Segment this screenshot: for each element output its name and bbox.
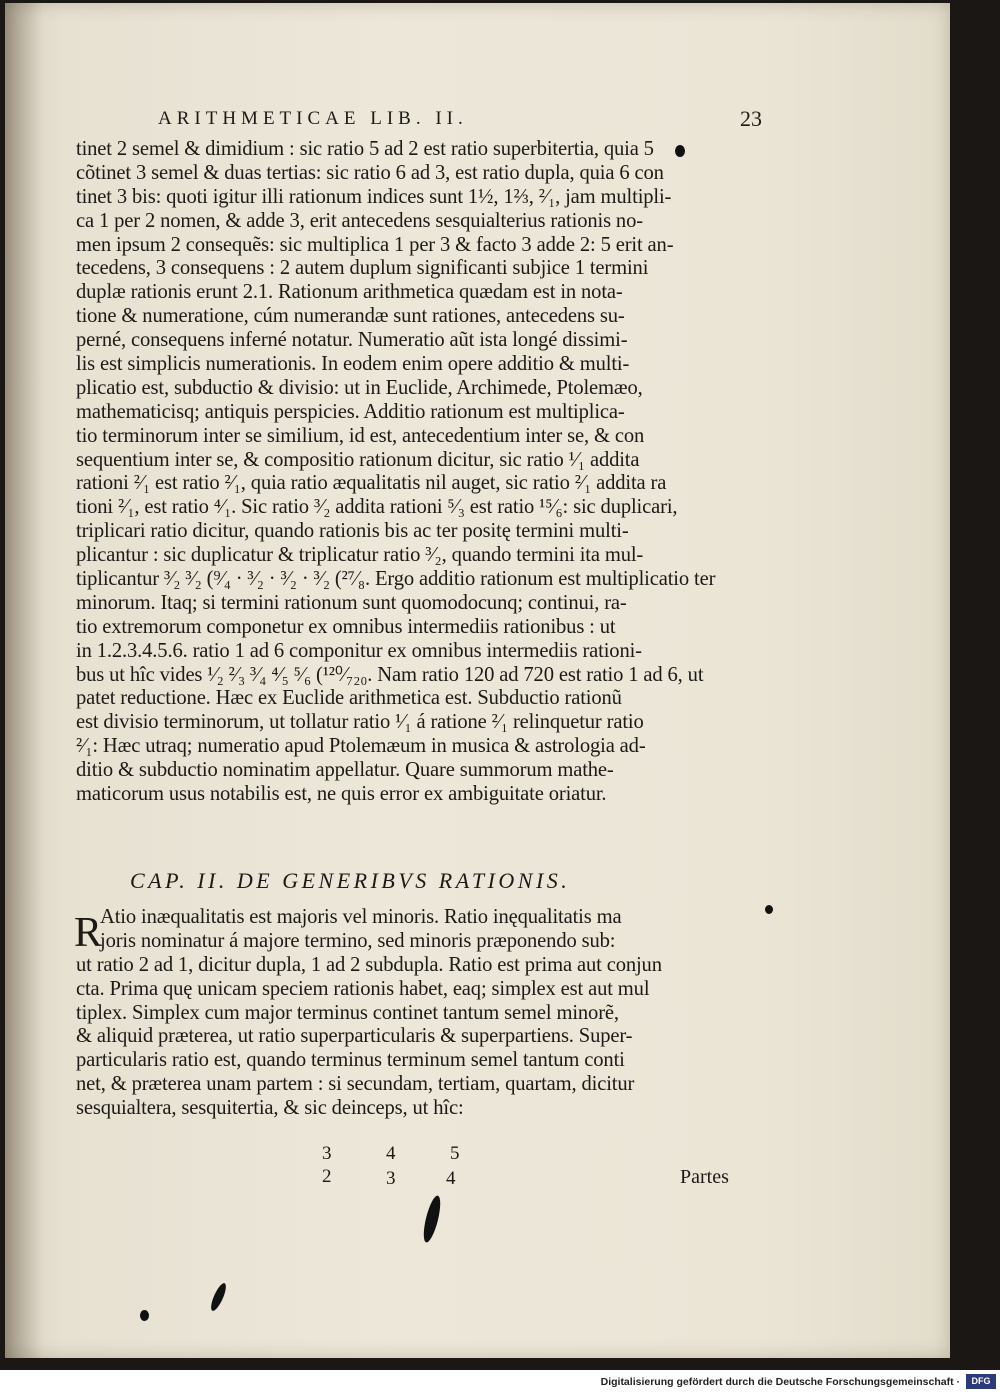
text-line: plicatio est, subductio & divisio: ut in Euclide, Archimede, Ptolemæo, [76,376,643,399]
figure-number: 4 [386,1143,396,1164]
page-number: 23 [740,106,762,131]
text-line: joris nominatur á majore termino, sed minoris præponendo sub: [100,929,616,952]
chapter-text [76,906,776,1121]
text-line: bus ut hîc vides ¹⁄₂ ²⁄₃ ³⁄₄ ⁴⁄₅ ⁵⁄₆ (¹²⁰⁄₇₂₀. Nam ratio 120 ad 720 est ratio 1 ad 6, ut [76,663,704,686]
text-line: ²⁄₁: Hæc utraq; numeratio apud Ptolemæum in musica & astrologia ad- [76,735,646,758]
text-line: minorum. Itaq; si termini rationum sunt quomodocunq; continui, ra- [76,591,627,614]
text-line: tecedens, 3 consequens : 2 autem duplum significanti subjice 1 termini [76,257,649,280]
ink-spot [140,1310,149,1321]
footer-bar [0,1370,1000,1395]
text-line: cta. Prima quę unicam speciem rationis habet, eaq; simplex est aut mul [76,977,650,1000]
ink-spot [675,145,685,157]
text-line: perné, consequens inferné notatur. Numeratio aũt ista longé dissimi- [76,329,628,352]
text-line: in 1.2.3.4.5.6. ratio 1 ad 6 componitur ex omnibus intermediis rationi- [76,639,642,662]
text-line: sesquialtera, sesquitertia, & sic deinceps, ut hîc: [76,1097,464,1120]
text-line: tinet 3 bis: quoti igitur illi rationum indices sunt 1½, 1⅔, ²⁄₁, jam multipli- [76,185,672,208]
text-line: duplæ rationis erunt 2.1. Rationum arithmetica quædam est in nota- [76,281,623,304]
text-line: lis est simplicis numerationis. In eodem enim opere additio & multi- [76,353,630,376]
text-line: net, & præterea unam partem : si secundam, tertiam, quartam, dicitur [76,1073,635,1096]
text-line: cõtinet 3 semel & duas tertias: sic ratio 6 ad 3, est ratio dupla, quia 6 con [76,161,664,184]
catchword: Partes [680,1166,729,1188]
figure-number: 2 [322,1166,332,1187]
text-line: tioni ²⁄₁, est ratio ⁴⁄₁. Sic ratio ³⁄₂ addita rationi ⁵⁄₃ est ratio ¹⁵⁄₆: sic duplicari, [76,496,678,519]
text-line: triplicari ratio dicitur, quando rationis bis ac ter positę termini multi- [76,520,629,543]
text-line: sequentium inter se, & compositio rationum dicitur, sic ratio ¹⁄₁ addita [76,448,640,471]
text-line: ca 1 per 2 nomen, & adde 3, erit antecedens sesquialterius rationis no- [76,209,643,232]
figure-number: 3 [386,1168,396,1189]
drop-cap: R [74,910,103,956]
text-line: mathematicisq; antiquis perspicies. Additio rationum est multiplica- [76,400,625,423]
text-line: plicantur : sic duplicatur & triplicatur ratio ³⁄₂, quando termini ita mul- [76,544,644,567]
dfg-logo: DFG [966,1374,996,1389]
text-line: tio extremorum componetur ex omnibus intermediis rationibus : ut [76,615,616,638]
body-text [76,138,776,807]
text-line: & aliquid præterea, ut ratio superparticularis & superpartiens. Super- [76,1025,633,1048]
text-line: particularis ratio est, quando terminus terminum semel tantum conti [76,1049,625,1072]
text-line: men ipsum 2 consequẽs: sic multiplica 1 per 3 & facto 3 adde 2: 5 erit an- [76,233,674,256]
figure-number: 4 [446,1168,456,1189]
figure-number: 5 [450,1143,460,1164]
ink-spot [765,905,773,914]
text-line: ditio & subductio nominatim appellatur. Quare summorum mathe- [76,759,614,782]
running-head: ARITHMETICAE LIB. II. [158,108,468,129]
text-line: tione & numeratione, cúm numerandæ sunt rationes, antecedens su- [76,305,625,328]
text-line: est divisio terminorum, ut tollatur ratio ¹⁄₁ á ratione ²⁄₁ relinquetur ratio [76,711,644,734]
text-line: tiplicantur ³⁄₂ ³⁄₂ (⁹⁄₄ · ³⁄₂ · ³⁄₂ · ³⁄₂ (²⁷⁄₈. Ergo additio rationum est multiplicatio ter [76,568,716,591]
text-line: patet reductione. Hæc ex Euclide arithmetica est. Subductio rationũ [76,687,622,710]
figure-number: 3 [322,1143,332,1164]
text-line: ut ratio 2 ad 1, dicitur dupla, 1 ad 2 subdupla. Ratio est prima aut conjun [76,953,662,976]
text-line: Atio inæqualitatis est majoris vel minoris. Ratio inęqualitatis ma [100,906,622,928]
chapter-heading: CAP. II. DE GENERIBVS RATIONIS. [130,868,571,893]
gutter-shadow [5,3,43,1358]
text-line: rationi ²⁄₁ est ratio ²⁄₁, quia ratio æqualitatis nil auget, sic ratio ²⁄₁ addita ra [76,472,667,495]
text-line: tio terminorum inter se similium, id est, antecedentium inter se, & con [76,424,645,447]
text-line: maticorum usus notabilis est, ne quis error ex ambiguitate oriatur. [76,783,607,806]
footer-credit: Digitalisierung gefördert durch die Deutsche Forschungsgemeinschaft · [600,1376,960,1388]
text-line: tiplex. Simplex cum major terminus continet tantum semel minorẽ, [76,1001,619,1024]
text-line: tinet 2 semel & dimidium : sic ratio 5 ad 2 est ratio superbitertia, quia 5 [76,138,654,160]
